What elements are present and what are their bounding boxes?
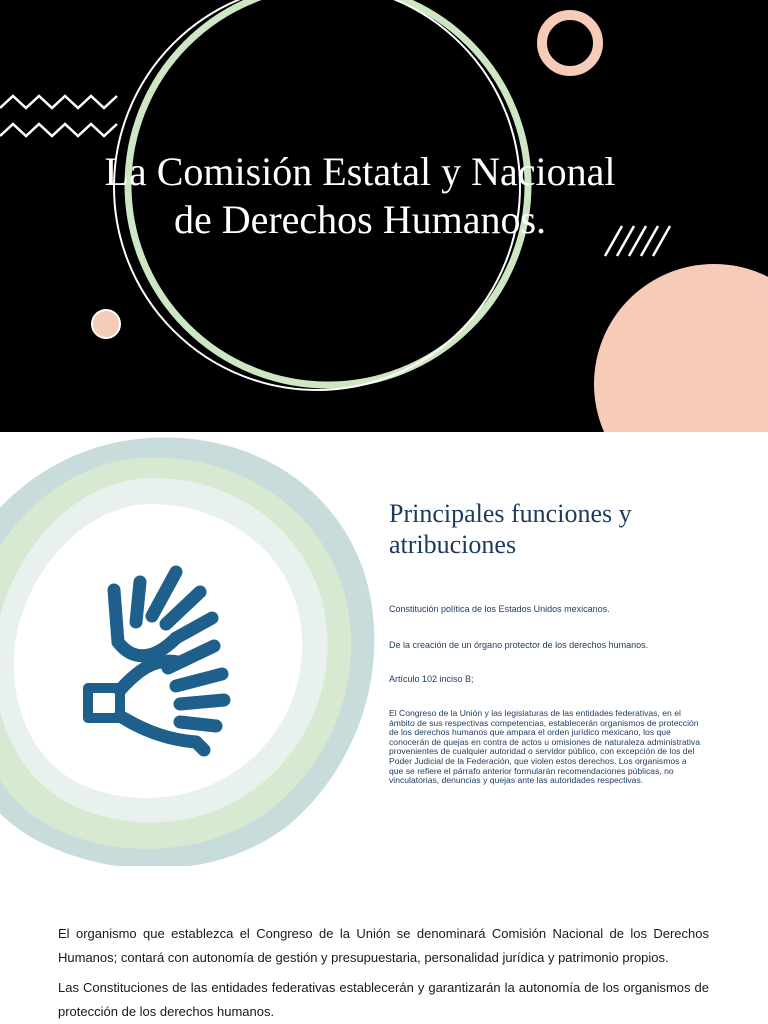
article-body: El Congreso de la Unión y las legislaturas de las entidades federativas, en el ámbito de sus respectivas competencias, establecerán organismos de protección de los derechos humanos que ampara el orden jurídico mexicano, los que conocerán de quejas en contra de actos u omisiones de naturaleza administrativa provenientes de cualquier autoridad o servidor público, con excepción de los del Poder Judicial de la Federación, que violen estos derechos. Los organismos a que se refiere el párrafo anterior formularán recomendaciones públicas, no vinculatorias, denuncias y quejas ante las autoridades respectivas. [389,708,700,786]
functions-slide [0,432,768,866]
functions-heading-line-2: atribuciones [389,530,517,559]
title-slide [0,0,768,432]
functions-heading [389,498,719,560]
paragraph-1: El organismo que establezca el Congreso de la Unión se denominará Comisión Nacional de los Derechos Humanos; contará con autonomía de gestión y presupuestaria, personalidad jurídica y patrimonio propios. [58,926,709,965]
small-peach-dot [92,310,120,338]
zigzag-line-bottom [0,124,117,136]
creation-line: De la creación de un órgano protector de los derechos humanos. [389,640,649,650]
functions-heading-line-1: Principales funciones y [389,499,632,528]
bottom-text-block [58,922,709,1024]
zigzag-line-top [0,96,117,108]
title-slide-heading [40,148,680,244]
title-line-2: de Derechos Humanos. [173,197,547,242]
title-line-1: La Comisión Estatal y Nacional [104,149,616,194]
constitution-line: Constitución política de los Estados Unidos mexicanos. [389,604,610,614]
large-peach-circle [594,264,768,432]
article-line: Artículo 102 inciso B; [389,674,474,684]
peach-ring [542,15,598,71]
paragraph-2: Las Constituciones de las entidades federativas establecerán y garantizarán la autonomía de los organismos de protección de los derechos humanos. [58,980,709,1019]
